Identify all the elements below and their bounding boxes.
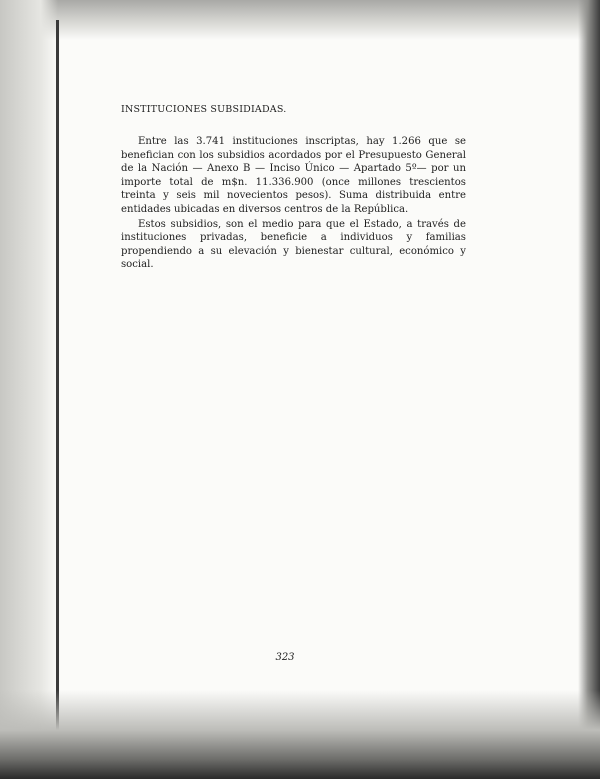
scan-shadow-top [0, 0, 600, 40]
scan-shadow-right [578, 0, 600, 779]
scan-shadow-left [0, 0, 58, 779]
binding-edge [56, 20, 59, 755]
scan-shadow-bottom [0, 690, 600, 779]
page-content [121, 104, 466, 272]
page-number: 323 [275, 652, 295, 663]
paragraph-subsidies-purpose: Estos subsidios, son el medio para que el Estado, a través de instituciones privadas, beneficie a individuos y familias propendiendo a su elevación y bienestar cultural, económico y social. [121, 218, 466, 271]
paragraph-subsidies-count: Entre las 3.741 instituciones inscriptas, hay 1.266 que se benefician con los subsidios acordados por el Presupuesto General de la Nación — Anexo B — Inciso Único — Apartado 5º— por un importe total de m$n. 11.336.900 (once millones trescientos treinta y seis mil novecientos pesos). Suma distribuida entre entidades ubicadas en diversos centros de la República. [121, 136, 466, 215]
section-heading: INSTITUCIONES SUBSIDIADAS. [121, 104, 287, 115]
